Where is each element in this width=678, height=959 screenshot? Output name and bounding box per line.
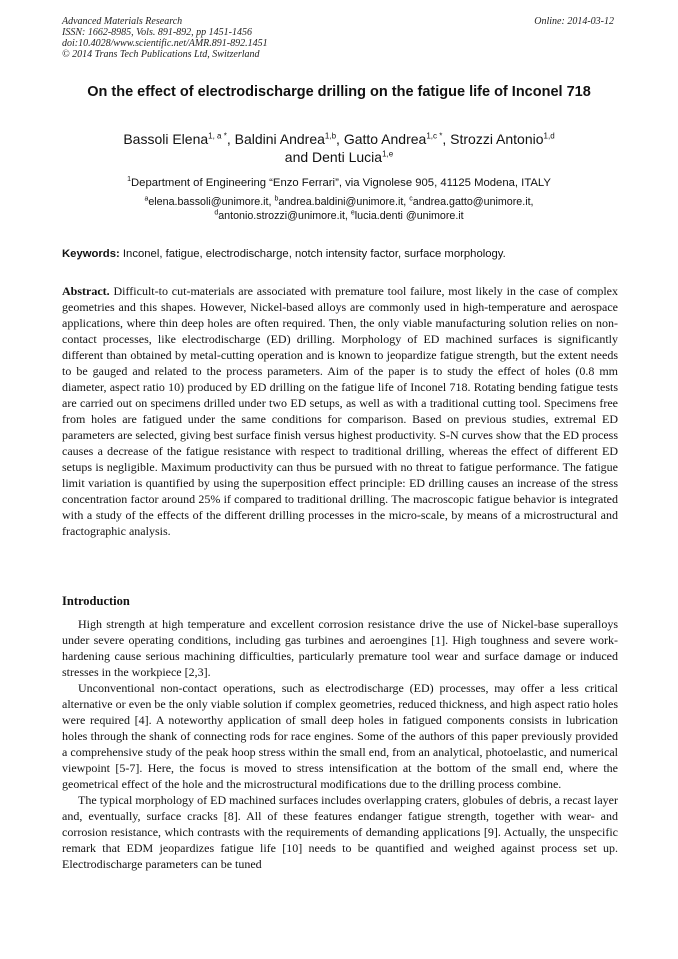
email-marker: a [144, 195, 149, 203]
email-marker: d [214, 209, 219, 217]
keywords [62, 247, 618, 261]
author-affil-marker: 1,e [382, 149, 394, 159]
section-heading-introduction: Introduction [62, 594, 130, 608]
online-date: Online: 2014-03-12 [534, 16, 614, 27]
paper-title: On the effect of electrodischarge drilling on the fatigue life of Inconel 718 [87, 84, 591, 100]
author-affil-marker: 1,b [324, 131, 337, 141]
author-name: Gatto Andrea [343, 131, 427, 147]
paragraph: High strength at high temperature and excellent corrosion resistance drive the use of Nickel-base superalloys under severe operating conditions, including gas turbines and aeroengines [1]. High toughness and severe work-hardening cause serious machining difficulties, particularly premature tool wear and surface damage or induced stresses in the workpiece [2,3]. [62, 617, 618, 679]
email-marker: b [274, 195, 279, 203]
author-affil-marker: 1,d [543, 131, 555, 141]
email-list [62, 195, 616, 223]
author-name: Baldini Andrea [234, 131, 325, 147]
keywords-label: Keywords: [62, 248, 120, 260]
copyright-line: © 2014 Trans Tech Publications Ltd, Switzerland [62, 49, 260, 60]
author-name: Bassoli Elena [123, 131, 209, 147]
email-address[interactable]: antonio.strozzi@unimore.it, [218, 210, 348, 222]
abstract [62, 283, 618, 539]
author-conjunction: and [284, 149, 309, 165]
email-address[interactable]: andrea.gatto@unimore.it, [412, 196, 534, 208]
paragraph: Unconventional non-contact operations, such as electrodischarge (ED) processes, may offer a less critical alternative or even be the only viable solution if complex geometries, reduced thickness, and high aspect ratio holes were required [4]. A noteworthy application of small deep holes in fatigued components consists in lubrication holes through the shank of connecting rods for race engines. Some of the authors of this paper previously provided a comprehensive study of the peak hoop stress within the small end, from an analytical, photoelastic, and numerical viewpoint [5-7]. Here, the focus is moved to stress intensification at the bottom of the small end, where the geometrical effect of the hole and the microstructural modifications due to the drilling process combine. [62, 681, 618, 791]
affiliation-text: Department of Engineering “Enzo Ferrari”, via Vignolese 905, 41125 Modena, ITALY [131, 177, 551, 189]
author-list: Bassoli Elena$^{1, a *}$, Baldini Andrea$^{1,b}$, Gatto Andrea$^{1,c *}$, Strozzi Antonio$^{1,d}$ and Denti Lucia$^{1,e}$ [123, 131, 555, 165]
author-name: Denti Lucia [312, 149, 383, 165]
email-marker: e [350, 209, 355, 217]
affiliation [62, 176, 616, 190]
email-address[interactable]: andrea.baldini@unimore.it, [278, 196, 407, 208]
affiliation-marker: 1 [127, 176, 131, 184]
author-name: Strozzi Antonio [450, 131, 544, 147]
paragraph: The typical morphology of ED machined surfaces includes overlapping craters, globules of debris, a recast layer and, eventually, surface cracks [8]. All of these features endanger fatigue strength, together with wear- and corrosion resistance, which contrasts with the requirements of demanding applications [9]. Actually, the unspecific remark that EDM jeopardizes fatigue life [10] needs to be quantified and weighed against process set up. Electrodischarge parameters can be tuned [62, 793, 618, 871]
email-address[interactable]: lucia.denti @unimore.it [354, 210, 464, 222]
keywords-text: Inconel, fatigue, electrodischarge, notch intensity factor, surface morphology. [122, 248, 506, 260]
author-affil-marker: 1,c * [426, 131, 443, 141]
email-address[interactable]: elena.bassoli@unimore.it, [148, 196, 272, 208]
abstract-label: Abstract. [62, 284, 110, 298]
introduction-body [62, 616, 618, 872]
abstract-text: Difficult-to cut-materials are associated with premature tool failure, most likely in the case of complex geometries and this shapes. However, Nickel-based alloys are commonly used in high-temperature and aerospace applications, where thin deep holes are often required. Then, the only viable manufacturing solution relies on non-contact processes, like electrodischarge (ED) drilling. Morphology of ED machined surfaces is significantly different than obtained by metal-cutting operation and is known to jeopardize fatigue strength, but the extent needs to be gauged and related to the process parameters. Aim of the paper is to study the effect of holes (0.8 mm diameter, aspect ratio 10) produced by ED drilling on the fatigue life of Inconel 718. Rotating bending fatigue tests are carried out on specimens drilled under two ED setups, as well as with a traditional cutting tool. Specimens free from holes are fatigued under the same conditions for comparison. Based on previous studies, extremal ED parameters are selected, giving best surface finish versus highest productivity. S-N curves show that the ED process causes a decrease of the fatigue resistance with respect to traditional drilling, whereas the effect of different ED setups is negligible. Maximum productivity can thus be pursued with no threat to fatigue performance. The fatigue limit variation is quantified by using the superposition effect principle: ED drilling causes an increase of the stress concentration factor around 25% if compared to traditional drilling. The macroscopic fatigue behavior is integrated with a study of the effects of the different drilling processes in the micro-scale, by means of a microstructural and fractographic analysis. [62, 284, 619, 538]
author-affil-marker: 1, a * [208, 131, 227, 141]
journal-name: Advanced Materials Research [62, 16, 183, 27]
issn-line: ISSN: 1662-8985, Vols. 891-892, pp 1451-1456 [62, 27, 252, 38]
doi-line: doi:10.4028/www.scientific.net/AMR.891-892.1451 [62, 38, 268, 49]
email-marker: c [409, 195, 413, 203]
